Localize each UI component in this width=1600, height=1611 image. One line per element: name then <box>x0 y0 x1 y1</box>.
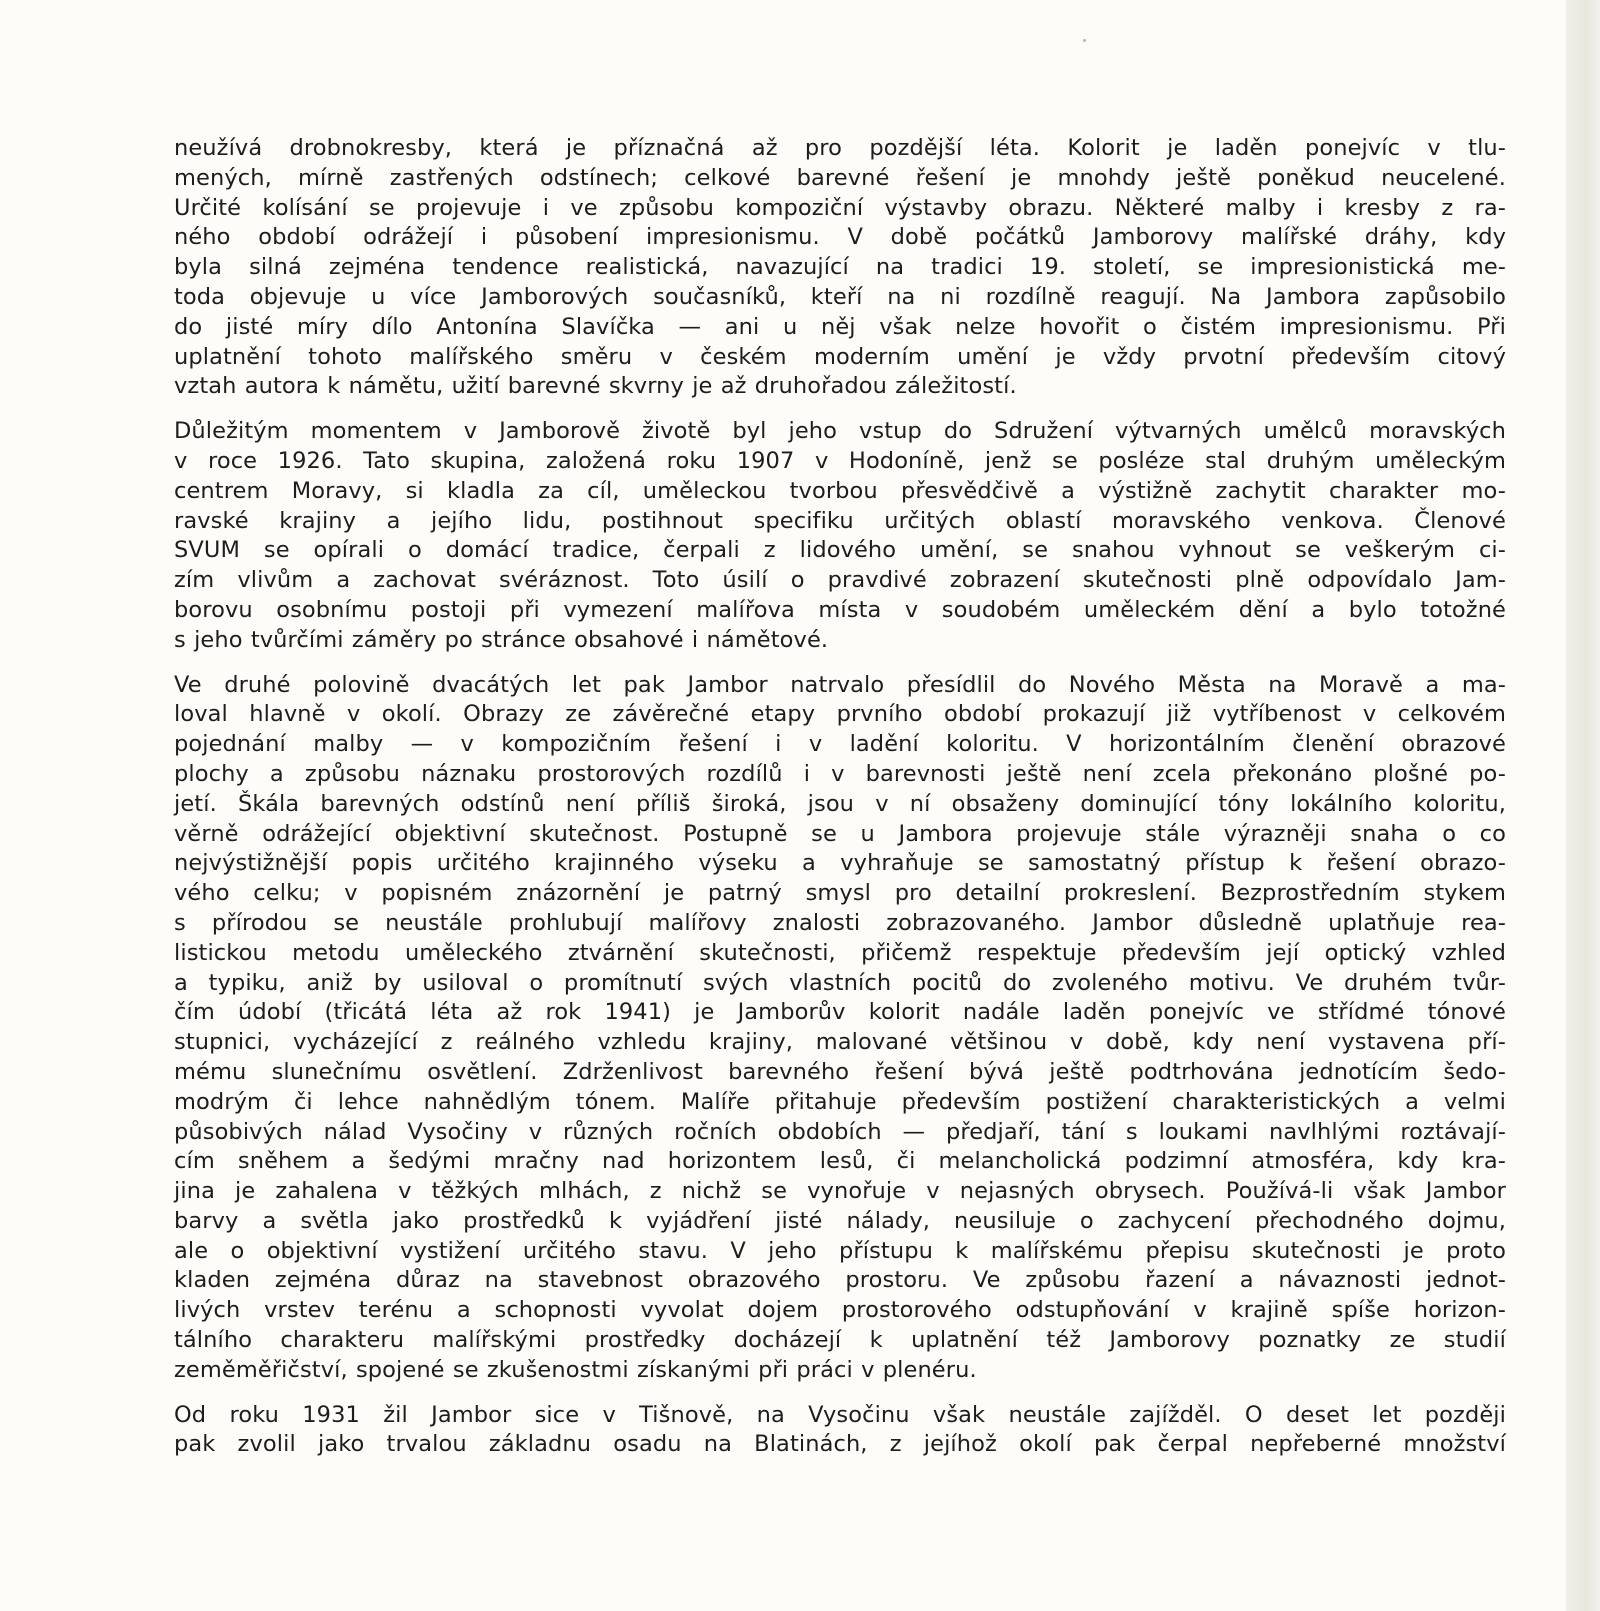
text-line: jina je zahalena v těžkých mlhách, z nichž se vynořuje v nejasných obrysech. Používá-li však Jambor <box>174 1178 1506 1205</box>
text-line: kladen zejména důraz na stavebnost obrazového prostoru. Ve způsobu řazení a návaznosti jednot- <box>174 1267 1506 1294</box>
text-line: ale o objektivní vystižení určitého stavu. V jeho přístupu k malířskému přepisu skutečnosti je proto <box>174 1237 1506 1264</box>
text-line: a typiku, aniž by usiloval o promítnutí svých vlastních pocitů do zvoleného motivu. Ve druhém tvůr- <box>174 969 1506 996</box>
text-line: Důležitým momentem v Jamborově životě byl jeho vstup do Sdružení výtvarných umělců moravských <box>174 418 1506 445</box>
text-line: borovu osobnímu postoji při vymezení malířova místa v soudobém uměleckém dění a bylo totožné <box>174 596 1506 623</box>
text-line: plochy a způsobu náznaku prostorových rozdílů i v barevnosti ještě není zcela překonáno plošné po- <box>174 760 1506 787</box>
text-line: Určité kolísání se projevuje i ve způsobu kompoziční výstavby obrazu. Některé malby i kresby z ra- <box>174 194 1506 221</box>
text-line: toda objevuje u více Jamborových současníků, kteří na ni rozdílně reagují. Na Jambora zapůsobilo <box>174 283 1506 310</box>
text-line: barvy a světla jako prostředků k vyjádření jisté nálady, neusiluje o zachycení přechodného dojmu, <box>174 1207 1506 1234</box>
paper-speck <box>1083 39 1086 42</box>
text-line: uplatnění tohoto malířského směru v českém moderním umění je vždy prvotní především citový <box>174 343 1506 370</box>
text-line: Ve druhé polovině dvacátých let pak Jambor natrvalo přesídlil do Nového Města na Moravě a ma- <box>174 671 1506 698</box>
text-line: byla silná zejména tendence realistická, navazující na tradici 19. století, se impresionistická me- <box>174 254 1506 281</box>
text-line: neužívá drobnokresby, která je příznačná až pro pozdější léta. Kolorit je laděn ponejvíc v tlu- <box>174 135 1506 161</box>
paragraph-1 <box>174 134 1506 402</box>
text-line: stupnici, vycházející z reálného vzhledu krajiny, malované většinou v době, kdy není vystavena pří- <box>174 1029 1506 1056</box>
text-line: věrně odrážející objektivní skutečnost. Postupně se u Jambora projevuje stále výrazněji snaha o co <box>174 820 1506 847</box>
text-line: loval hlavně v okolí. Obrazy ze závěrečné etapy prvního období prokazují již vytříbenost v celkovém <box>174 701 1506 728</box>
text-line: působivých nálad Vysočiny v různých ročních obdobích — předjaří, tání s loukami navlhlými roztávají- <box>174 1118 1506 1145</box>
text-line: livých vrstev terénu a schopnosti vyvolat dojem prostorového odstupňování v krajině spíše horizon- <box>174 1297 1506 1324</box>
text-line: s přírodou se neustále prohlubují malířovy znalosti zobrazovaného. Jambor důsledně uplatňuje rea- <box>174 909 1506 936</box>
text-line: SVUM se opírali o domácí tradice, čerpali z lidového umění, se snahou vyhnout se veškerým ci- <box>174 537 1506 564</box>
body-text <box>174 134 1506 1460</box>
text-line: vztah autora k námětu, užití barevné skvrny je až druhořadou záležitostí. <box>174 373 1017 400</box>
text-line: ného období odrážejí i působení impresionismu. V době počátků Jamborovy malířské dráhy, kdy <box>174 224 1506 251</box>
text-line: modrým či lehce nahnědlým tónem. Malíře přitahuje především postižení charakteristických a velmi <box>174 1088 1506 1115</box>
text-line: mému slunečnímu osvětlení. Zdrženlivost barevného řešení bývá ještě podtrhována jednotícím šedo- <box>174 1058 1506 1085</box>
text-line: ravské krajiny a jejího lidu, postihnout specifiku určitých oblastí moravského venkova. Členové <box>174 507 1506 534</box>
text-line: centrem Moravy, si kladla za cíl, uměleckou tvorbou přesvědčivě a výstižně zachytit charakter mo- <box>174 477 1506 504</box>
text-line: pojednání malby — v kompozičním řešení i v ladění koloritu. V horizontálním členění obrazové <box>174 731 1506 758</box>
text-line: vého celku; v popisném znázornění je patrný smysl pro detailní prokreslení. Bezprostředním stykem <box>174 880 1506 907</box>
paragraph-4 <box>174 1401 1506 1461</box>
text-line: listickou metodu uměleckého ztvárnění skutečnosti, přičemž respektuje především její optický vzhled <box>174 939 1506 966</box>
paragraph-3 <box>174 671 1506 1386</box>
text-line: do jisté míry dílo Antonína Slavíčka — ani u něj však nelze hovořit o čistém impresionismu. Při <box>174 313 1506 340</box>
text-line: mených, mírně zastřených odstínech; celkové barevné řešení je mnohdy ještě poněkud neucelené. <box>174 164 1506 191</box>
text-line: čím údobí (třicátá léta až rok 1941) je Jamborův kolorit nadále laděn ponejvíc ve střídmé tónové <box>174 999 1506 1026</box>
text-line: zím vlivům a zachovat svéráznost. Toto úsilí o pravdivé zobrazení skutečnosti plně odpovídalo Jam- <box>174 567 1506 594</box>
text-line: nejvýstižnější popis určitého krajinného výseku a vyhraňuje se samostatný přístup k řešení obrazo- <box>174 850 1506 877</box>
text-line: tálního charakteru malířskými prostředky docházejí k uplatnění též Jamborovy poznatky ze studií <box>174 1327 1506 1354</box>
page-edge-shadow <box>1566 0 1600 1611</box>
text-line: cím sněhem a šedými mračny nad horizontem lesů, či melancholická podzimní atmosféra, kdy kra- <box>174 1148 1506 1175</box>
text-line: Od roku 1931 žil Jambor sice v Tišnově, na Vysočinu však neustále zajížděl. O deset let později <box>174 1401 1506 1428</box>
paragraph-2 <box>174 417 1506 655</box>
text-line: pak zvolil jako trvalou základnu osadu na Blatinách, z jejíhož okolí pak čerpal nepřeberné množství <box>174 1431 1506 1458</box>
text-line: zeměměřičství, spojené se zkušenostmi získanými při práci v plenéru. <box>174 1356 977 1383</box>
text-line: s jeho tvůrčími záměry po stránce obsahové i námětové. <box>174 626 829 653</box>
text-line: jetí. Škála barevných odstínů není příliš široká, jsou v ní obsaženy dominující tóny lokálního koloritu, <box>174 790 1506 817</box>
text-line: v roce 1926. Tato skupina, založená roku 1907 v Hodoníně, jenž se posléze stal druhým uměleckým <box>174 447 1506 474</box>
